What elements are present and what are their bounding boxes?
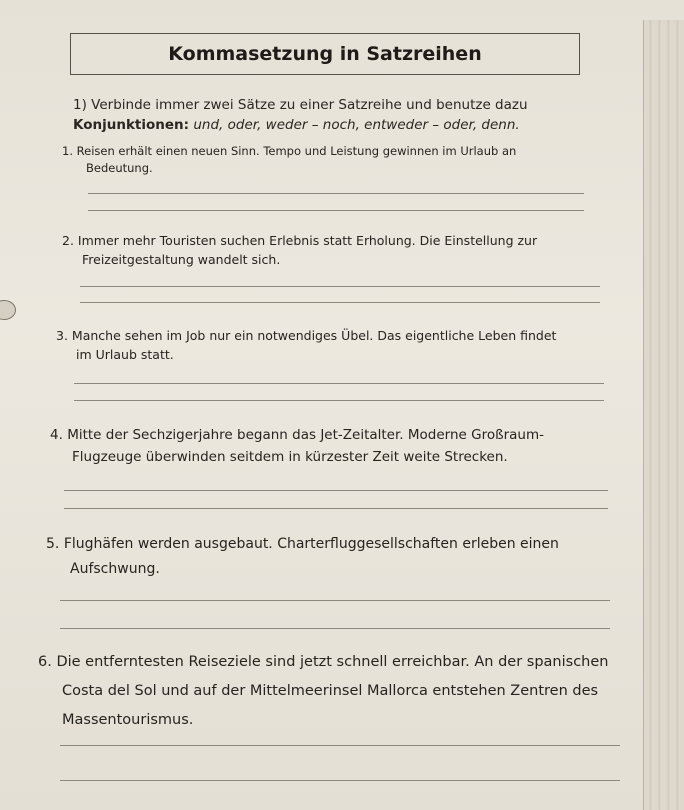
answer-line[interactable] (60, 745, 620, 746)
task-2-line-1: 2. Immer mehr Touristen suchen Erlebnis statt Erholung. Die Einstellung zur (62, 233, 538, 248)
task-4-line-1: 4. Mitte der Sechzigerjahre begann das Jet-Zeitalter. Moderne Großraum- (50, 427, 545, 443)
task-6-line-3: Massentourismus. (62, 712, 194, 728)
answer-line[interactable] (88, 210, 584, 211)
thumb-shadow (0, 300, 16, 320)
answer-line[interactable] (60, 628, 610, 629)
answer-line[interactable] (80, 302, 600, 303)
task-3-line-2: im Urlaub statt. (76, 347, 174, 362)
answer-line[interactable] (60, 600, 610, 601)
answer-line[interactable] (60, 780, 620, 781)
answer-line[interactable] (74, 400, 604, 401)
task-6-line-1: 6. Die entferntesten Reiseziele sind jetzt schnell erreichbar. An der spanischen (38, 654, 609, 670)
task-1-line-1: 1. Reisen erhält einen neuen Sinn. Tempo und Leistung gewinnen im Urlaub an (62, 144, 517, 158)
task-1-line-2: Bedeutung. (86, 161, 153, 175)
task-1 (62, 143, 516, 177)
instruction-line: 1) Verbinde immer zwei Sätze zu einer Satzreihe und benutze dazu (73, 97, 528, 113)
conjunction-label: Konjunktionen: (73, 117, 190, 133)
instruction-block (73, 95, 593, 135)
task-2-line-2: Freizeitgestaltung wandelt sich. (82, 252, 281, 267)
task-4-line-2: Flugzeuge überwinden seitdem in kürzester Zeit weite Strecken. (72, 449, 508, 465)
task-4 (50, 424, 544, 468)
task-6 (38, 648, 608, 735)
conjunction-list: und, oder, weder – noch, entweder – oder, denn. (193, 117, 520, 133)
answer-line[interactable] (74, 383, 604, 384)
answer-line[interactable] (80, 286, 600, 287)
answer-line[interactable] (64, 508, 608, 509)
conjunction-line (73, 115, 593, 135)
answer-line[interactable] (88, 193, 584, 194)
title-box (70, 33, 580, 75)
answer-line[interactable] (64, 490, 608, 491)
task-5-line-1: 5. Flughäfen werden ausgebaut. Charterfluggesellschaften erleben einen (46, 536, 559, 552)
page-stack-edge (643, 20, 684, 810)
task-3 (56, 326, 556, 364)
task-5 (46, 532, 559, 582)
task-5-line-2: Aufschwung. (70, 561, 160, 577)
page-title: Kommasetzung in Satzreihen (168, 43, 482, 65)
task-6-line-2: Costa del Sol und auf der Mittelmeerinsel Mallorca entstehen Zentren des (62, 683, 599, 699)
task-2 (62, 231, 537, 269)
task-3-line-1: 3. Manche sehen im Job nur ein notwendiges Übel. Das eigentliche Leben findet (56, 328, 557, 343)
